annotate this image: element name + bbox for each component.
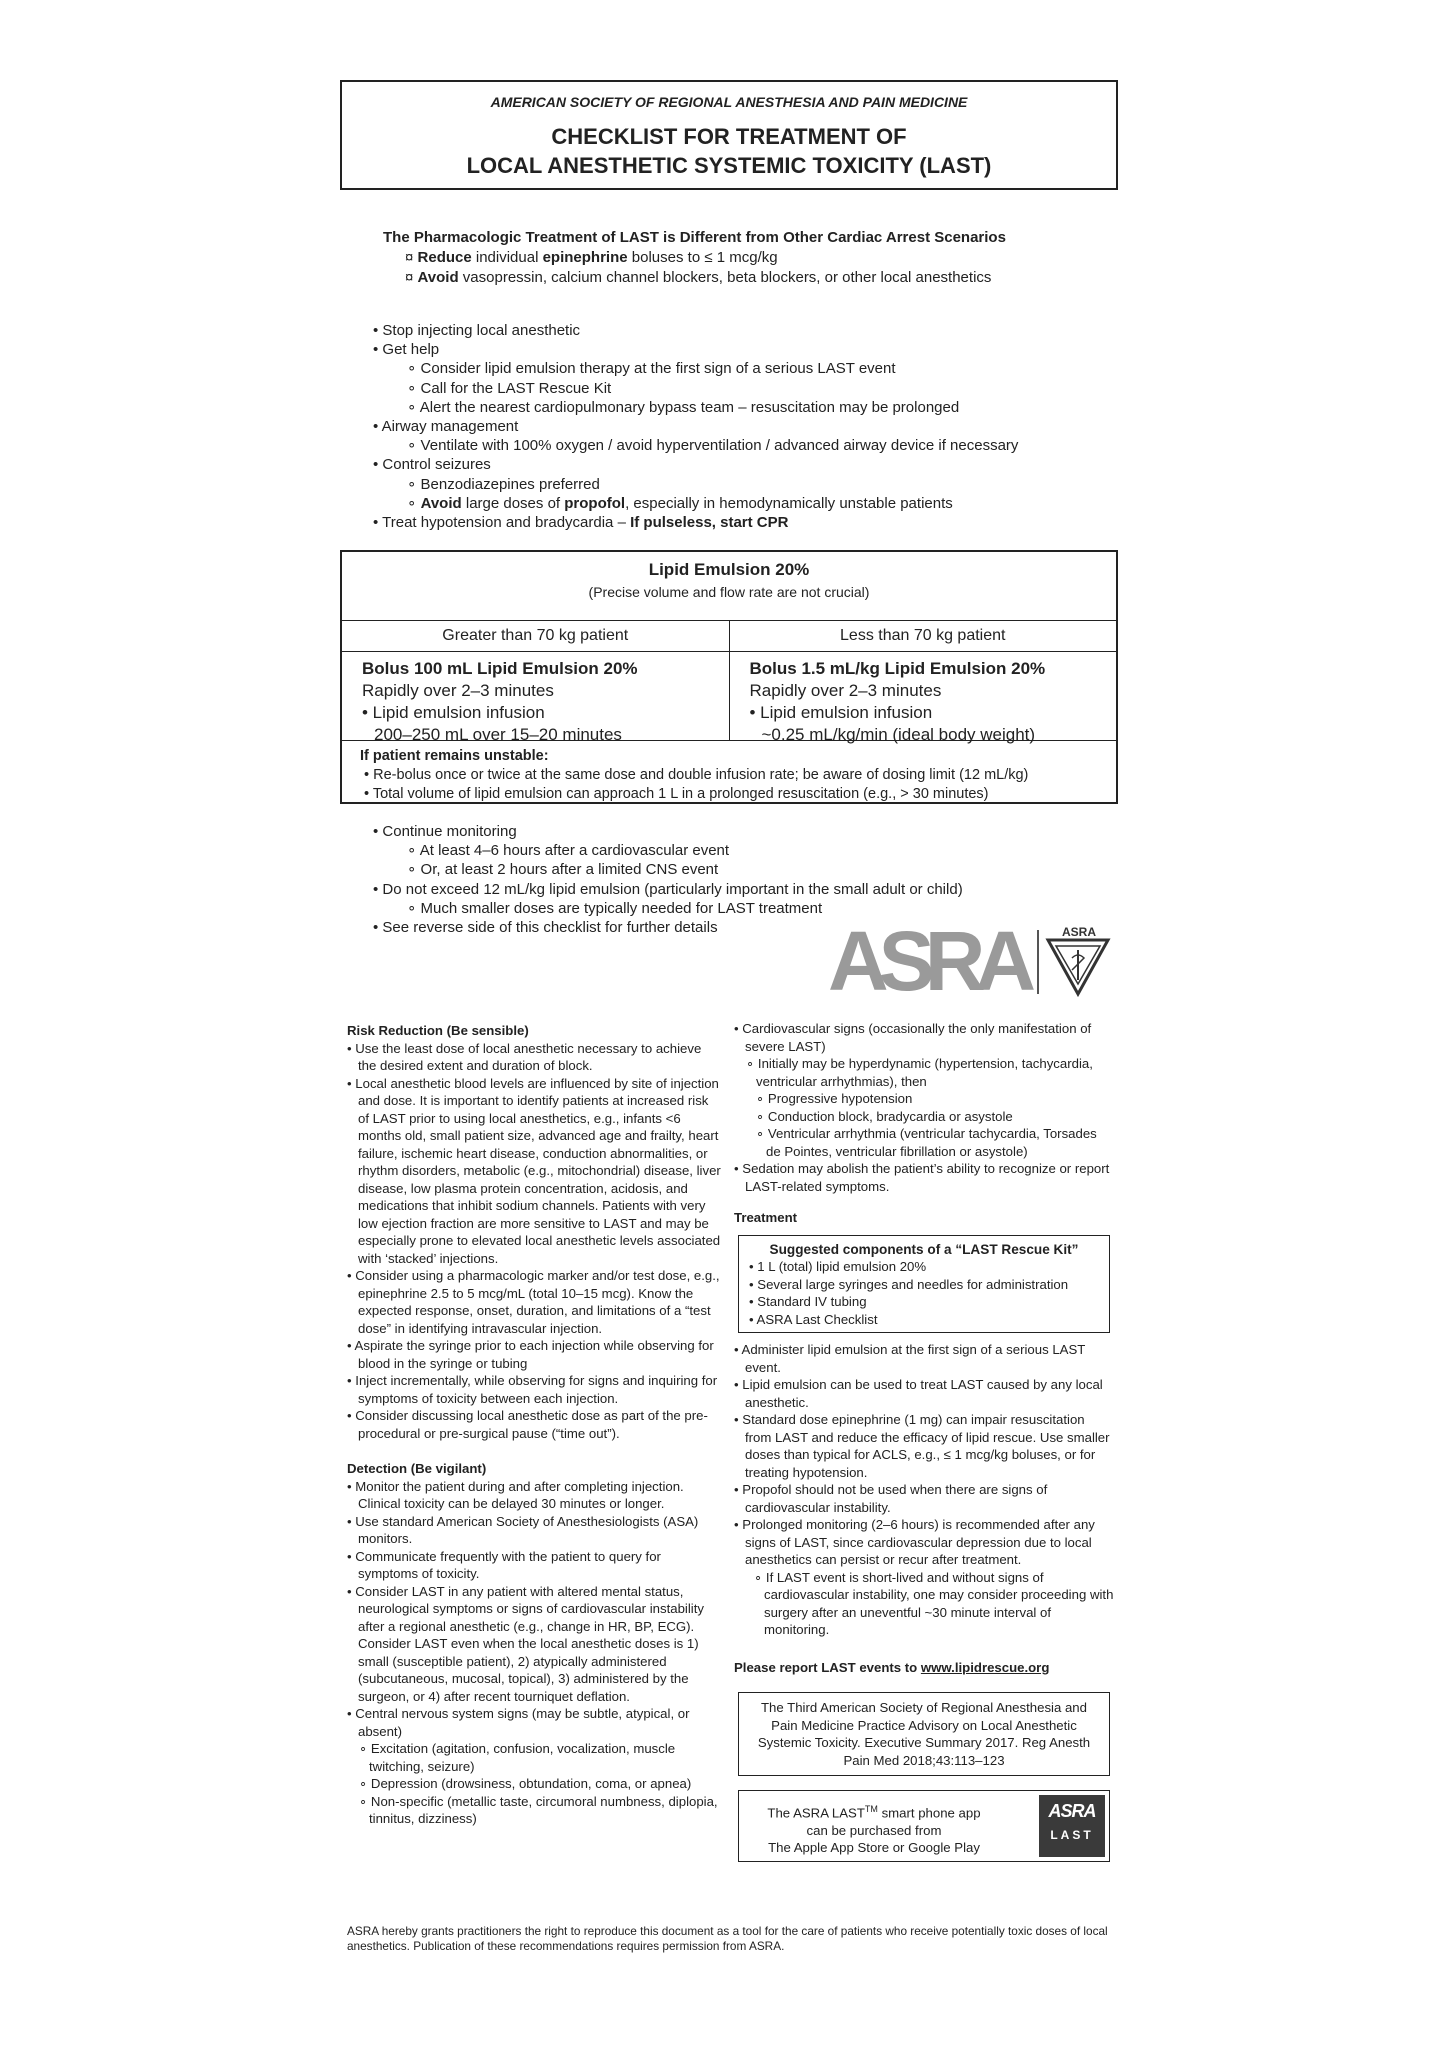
list-item: • Consider LAST in any patient with altered mental status, neurological symptoms or signs of cardiovascular instability after a regional anesthetic (e.g., change in HR, BP, ECG). Consider LAST even when the local anesthetic doses is 1) small (susceptible patient), 2) atypically administered (subcutaneous, mucosal, topical), 3) administered by the surgeon, or 4) after recent tourniquet deflation.	[347, 1583, 704, 1704]
bullet-icon: ¤	[405, 269, 414, 286]
pharm-item-reduce: ¤ Reduce individual epinephrine boluses to ≤ 1 mcg/kg	[405, 249, 778, 266]
list-item: ∘ If LAST event is short-lived and without signs of cardiovascular instability, one may consider proceeding with surgery after an uneventful ~30 minute interval of monitoring.	[754, 1569, 1114, 1637]
lipid-header	[342, 560, 1116, 621]
list-item: • Prolonged monitoring (2–6 hours) is recommended after any signs of LAST, since cardiovascular depression due to local anesthetics can persist or recur after treatment.	[734, 1517, 1095, 1567]
list-item: • Continue monitoring	[373, 823, 517, 840]
list-item: ∘ Initially may be hyperdynamic (hypertension, tachycardia, ventricular arrhythmias), then	[746, 1056, 1093, 1089]
section-heading-treatment: Treatment	[734, 1210, 798, 1225]
logo-wordmark: ASRA	[828, 918, 1027, 998]
list-item: • Several large syringes and needles for administration	[749, 1276, 1069, 1292]
list-item: • Local anesthetic blood levels are influenced by site of injection and dose. It is important to identify patients at increased risk of LAST prior to using local anesthetics, e.g., infants <6 months old, small patient size, advanced age and frailty, heart failure, ischemic heart disease, conduction abnormalities, or rhythm disorders, metabolic (e.g., mitochondrial) disease, liver disease, low plasma protein concentration, acidosis, and medications that inhibit sodium channels. Patients with very low ejection fraction are more sensitive to LAST and may be especially prone to elevated local anesthetic levels associated with ‘stacked’ injections.	[347, 1075, 721, 1266]
list-item: ∘ Alert the nearest cardiopulmonary bypass team – resuscitation may be prolonged	[407, 398, 960, 416]
list-item: • Standard IV tubing	[749, 1294, 867, 1309]
pharmacologic-section	[383, 228, 1103, 288]
asra-logo	[828, 918, 1113, 998]
lipid-column-over-70kg	[342, 621, 729, 744]
list-item: ∘ Avoid large doses of propofol, especially in hemodynamically unstable patients	[407, 494, 953, 512]
list-item: • Use the least dose of local anesthetic necessary to achieve the desired extent and duration of block.	[347, 1040, 702, 1073]
reference-box: The Third American Society of Regional Anesthesia and Pain Medicine Practice Advisory on Local Anesthetic Systemic Toxicity. Executive Summary 2017. Reg Anesth Pain Med 2018;43:113–123	[738, 1692, 1110, 1776]
lipid-column-under-70kg	[729, 621, 1117, 744]
lipid-title: Lipid Emulsion 20%	[648, 560, 810, 579]
rescue-kit-heading: Suggested components of a “LAST Rescue Kit”	[769, 1241, 1079, 1257]
list-item: ∘ Progressive hypotension	[756, 1091, 913, 1106]
unstable-heading: If patient remains unstable:	[360, 748, 549, 764]
left-column	[347, 1020, 722, 1828]
list-item: • Re-bolus once or twice at the same dose and double infusion rate; be aware of dosing limit (12 mL/kg)	[364, 767, 1029, 783]
asra-last-app-icon: ASRA LAST	[1039, 1795, 1105, 1857]
list-item: • Standard dose epinephrine (1 mg) can impair resuscitation from LAST and reduce the efficacy of lipid rescue. Use smaller doses than typical for ACLS, e.g., ≤ 1 mcg/kg boluses, or for treating hypotension.	[734, 1412, 1110, 1480]
list-item: • See reverse side of this checklist for further details	[373, 919, 718, 937]
list-item: ∘ Benzodiazepines preferred	[407, 475, 600, 493]
page-title	[342, 122, 1116, 180]
list-item: • Airway management	[373, 418, 519, 436]
list-item: • Administer lipid emulsion at the first sign of a serious LAST event.	[734, 1342, 1086, 1375]
list-item: • Monitor the patient during and after completing injection. Clinical toxicity can be delayed 30 minutes or longer.	[347, 1478, 684, 1511]
list-item: • Treat hypotension and bradycardia – If pulseless, start CPR	[373, 514, 789, 532]
section-heading-risk: Risk Reduction (Be sensible)	[347, 1023, 529, 1038]
organization-name: AMERICAN SOCIETY OF REGIONAL ANESTHESIA AND PAIN MEDICINE	[490, 94, 968, 110]
title-line-1: CHECKLIST FOR TREATMENT OF	[551, 124, 907, 149]
list-item: • Do not exceed 12 mL/kg lipid emulsion (particularly important in the small adult or child)	[373, 880, 963, 898]
list-item: • Lipid emulsion can be used to treat LAST caused by any local anesthetic.	[734, 1377, 1103, 1410]
list-item: ∘ Much smaller doses are typically needed for LAST treatment	[407, 899, 823, 917]
list-item: • Control seizures	[373, 456, 491, 474]
list-item: ∘ Or, at least 2 hours after a limited CNS event	[407, 861, 719, 879]
list-item: • Aspirate the syringe prior to each injection while observing for blood in the syringe or tubing	[347, 1338, 714, 1371]
app-promo-box	[738, 1790, 1110, 1862]
section-heading-detection: Detection (Be vigilant)	[347, 1461, 487, 1476]
list-item: • Consider discussing local anesthetic dose as part of the pre-procedural or pre-surgical pause (“time out”).	[347, 1408, 708, 1441]
unstable-section	[342, 741, 1116, 804]
list-item: ∘ Depression (drowsiness, obtundation, coma, or apnea)	[359, 1776, 692, 1791]
title-line-2: LOCAL ANESTHETIC SYSTEMIC TOXICITY (LAST)	[466, 153, 992, 178]
list-item: ∘ Consider lipid emulsion therapy at the first sign of a serious LAST event	[407, 360, 896, 378]
logo-badge-text: ASRA	[1062, 925, 1097, 939]
list-item: • ASRA Last Checklist	[749, 1311, 878, 1327]
list-item: • Communicate frequently with the patient to query for symptoms of toxicity.	[347, 1548, 661, 1581]
list-item: ∘ At least 4–6 hours after a cardiovascular event	[407, 842, 730, 860]
column-body: Bolus 100 mL Lipid Emulsion 20% Rapidly over 2–3 minutes • Lipid emulsion infusion 200–250 mL over 15–20 minutes	[362, 659, 638, 744]
list-item: ∘ Excitation (agitation, confusion, vocalization, muscle twitching, seizure)	[359, 1741, 676, 1774]
pharm-heading: The Pharmacologic Treatment of LAST is Different from Other Cardiac Arrest Scenarios	[383, 229, 1006, 246]
column-header: Less than 70 kg patient	[730, 621, 1117, 652]
list-item: ∘ Ventricular arrhythmia (ventricular tachycardia, Torsades de Pointes, ventricular fibrillation or asystole)	[756, 1126, 1097, 1159]
header-box	[340, 80, 1118, 190]
lipid-emulsion-table	[340, 550, 1118, 804]
report-line: Please report LAST events to www.lipidrescue.org	[734, 1659, 1050, 1675]
rescue-kit-box	[738, 1235, 1110, 1334]
lipidrescue-link[interactable]: www.lipidrescue.org	[920, 1659, 1050, 1675]
initial-steps-list	[373, 321, 1113, 532]
app-promo-text: The ASRA LAST™ smart phone app can be purchased from The Apple App Store or Google Play	[767, 1804, 981, 1856]
list-item: • Total volume of lipid emulsion can approach 1 L in a prolonged resuscitation (e.g., > 30 minutes)	[364, 786, 989, 802]
pharm-item-avoid: ¤ Avoid vasopressin, calcium channel blockers, beta blockers, or other local anesthetics	[405, 269, 992, 286]
list-item: • Sedation may abolish the patient’s ability to recognize or report LAST-related symptoms.	[734, 1161, 1110, 1194]
list-item: • Inject incrementally, while observing for signs and inquiring for symptoms of toxicity between each injection.	[347, 1373, 718, 1406]
list-item: ∘ Call for the LAST Rescue Kit	[407, 379, 612, 397]
list-item: • Central nervous system signs (may be subtle, atypical, or absent)	[347, 1706, 690, 1739]
column-header: Greater than 70 kg patient	[342, 621, 729, 652]
lipid-columns	[342, 621, 1116, 744]
list-item: • Cardiovascular signs (occasionally the only manifestation of severe LAST)	[734, 1021, 1092, 1054]
list-item: • 1 L (total) lipid emulsion 20%	[749, 1259, 927, 1274]
list-item: ∘ Ventilate with 100% oxygen / avoid hyperventilation / advanced airway device if necessary	[407, 437, 1019, 455]
column-body: Bolus 1.5 mL/kg Lipid Emulsion 20% Rapidly over 2–3 minutes • Lipid emulsion infusion ~0.25 mL/kg/min (ideal body weight)	[749, 659, 1046, 744]
list-item: • Stop injecting local anesthetic	[373, 322, 581, 339]
bullet-icon: ¤	[405, 249, 414, 266]
list-item: • Get help	[373, 341, 440, 359]
list-item: • Propofol should not be used when there are signs of cardiovascular instability.	[734, 1482, 1048, 1515]
list-item: • Consider using a pharmacologic marker and/or test dose, e.g., epinephrine 2.5 to 5 mcg/mL (total 10–15 mcg). Know the expected response, onset, duration, and limitations of a “test dose” in identifying intravascular injection.	[347, 1268, 720, 1336]
list-item: ∘ Conduction block, bradycardia or asystole	[756, 1108, 1013, 1124]
right-column	[734, 1020, 1114, 1862]
asra-logo-icon	[828, 918, 1113, 998]
footer-permission-note: ASRA hereby grants practitioners the right to reproduce this document as a tool for the care of patients who receive potentially toxic doses of local anesthetics. Publication of these recommendations requires permission from ASRA.	[347, 1924, 1108, 1953]
list-item: ∘ Non-specific (metallic taste, circumoral numbness, diplopia, tinnitus, dizziness)	[359, 1793, 718, 1826]
list-item: • Use standard American Society of Anesthesiologists (ASA) monitors.	[347, 1513, 699, 1546]
lipid-subtitle: (Precise volume and flow rate are not crucial)	[588, 584, 870, 600]
